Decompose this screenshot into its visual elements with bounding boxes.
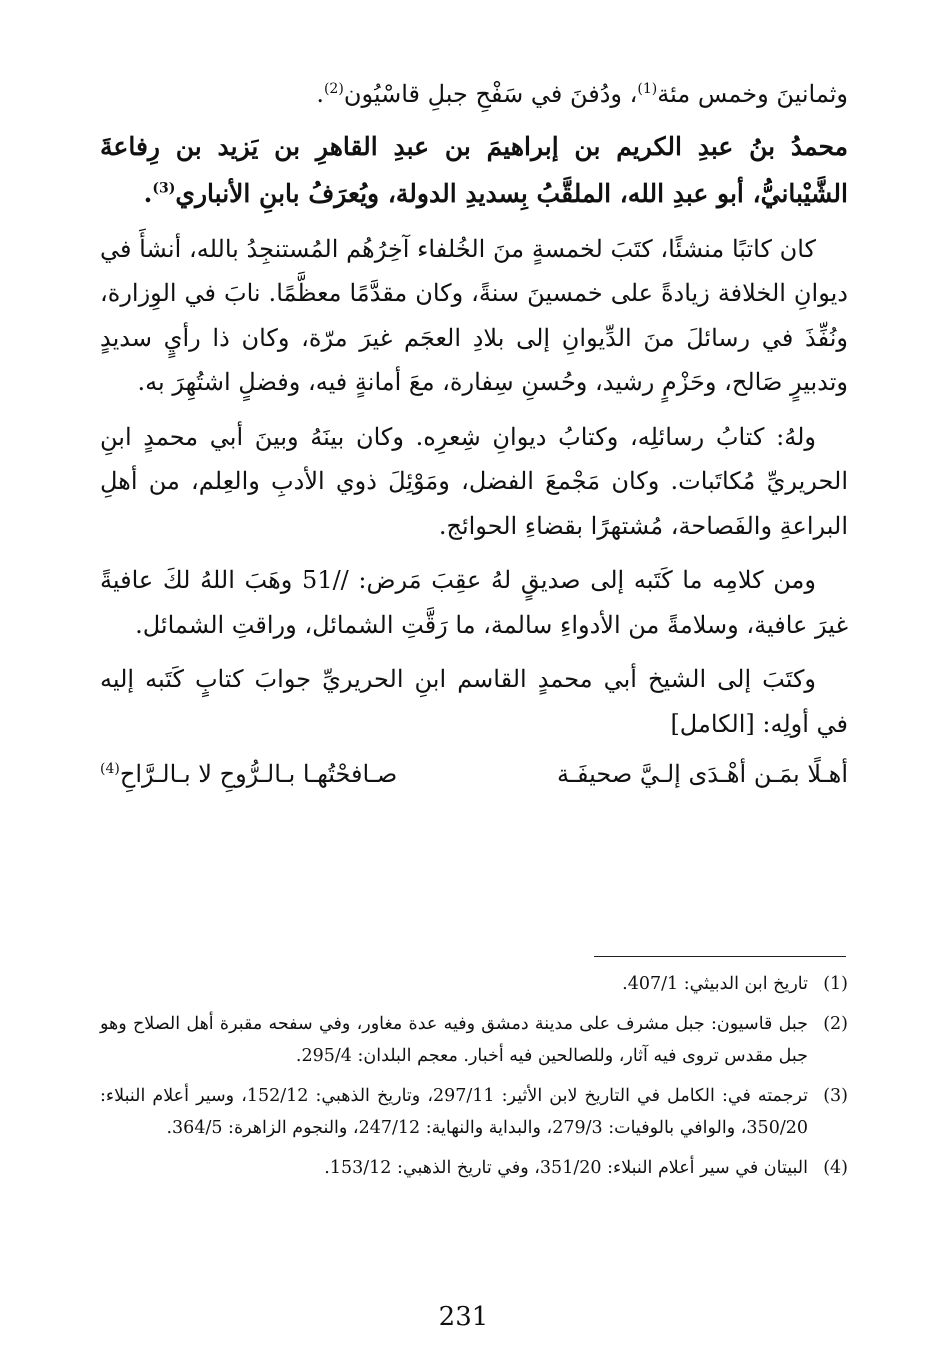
footnote-ref: (2) (323, 81, 344, 97)
footnote-number: (2) (823, 1014, 848, 1034)
heading-text: محمدُ بنُ عبدِ الكريم بن إبراهيمَ بن عبدِ القاهرِ بن يَزيد بن رِفاعةَ الشَّيْبانيُّ، أبو عبدِ الله، الملقَّبُ بِسديدِ الدولة، ويُعرَفُ بابنِ الأنباري (100, 131, 848, 208)
paragraph-3: ومن كلامِه ما كَتَبه إلى صديقٍ لهُ عقِبَ مَرض: //51 وهَبَ اللهُ لكَ عافيةً غيرَ عافية، وسلامةً من الأدواءِ سالمة، ما رَقَّتِ الشمائل، وراقتِ الشمائل. (100, 566, 848, 639)
footnote-divider (594, 956, 846, 957)
entry-heading (100, 123, 848, 217)
verse-first-hemistich: أهـلًا بمَـن أهْـدَى إلـيَّ صحيفَـة (557, 760, 848, 788)
footnote (100, 1080, 848, 1144)
page-number: 231 (438, 1302, 489, 1332)
text-run: . (143, 178, 153, 208)
footnote (100, 968, 848, 1000)
footnote (100, 1152, 848, 1184)
text-run: . (316, 80, 324, 108)
footnote-text: جبل قاسيون: جبل مشرف على مدينة دمشق وفيه عدة مغاور، وفي سفحه مقبرة أهل الصلاح وهو جبل مقدس تروى فيه آثار، وللصالحين فيه أخبار. معجم البلدان: 295/4. (100, 1014, 808, 1066)
text-run: ، ودُفنَ في سَفْحِ جبلِ قاسْيُون (343, 80, 638, 108)
footnote-number: (1) (823, 974, 848, 994)
verse-line (100, 752, 848, 797)
footnote-text: البيتان في سير أعلام النبلاء: 351/20، وفي تاريخ الذهبي: 153/12. (324, 1158, 808, 1178)
footnote-ref: (1) (637, 81, 658, 97)
paragraph-4: وكتَبَ إلى الشيخ أبي محمدٍ القاسم ابنِ الحريريِّ جوابَ كتابٍ كَتَبه إليه في أولِه: [الكامل] (100, 665, 848, 738)
previous-entry-end (100, 72, 848, 117)
paragraph-2: ولهُ: كتابُ رسائلِه، وكتابُ ديوانِ شِعرِه. وكان بينَهُ وبينَ أبي محمدٍ ابنِ الحريريِّ مُكاتَبات. وكان مَجْمعَ الفضل، ومَوْئِلَ ذوي الأدبِ والعِلم، من أهلِ البراعةِ والفَصاحة، مُشتهرًا بقضاءِ الحوائج. (100, 422, 848, 540)
footnote-ref: (4) (100, 761, 120, 777)
footnote (100, 1008, 848, 1072)
footnote-number: (4) (823, 1158, 848, 1178)
text-run: وثمانينَ وخمس مئة (657, 80, 848, 108)
footnote-text: ترجمته في: الكامل في التاريخ لابن الأثير: 297/11، وتاريخ الذهبي: 152/12، وسير أعلام النبلاء: 350/20، والوافي بالوفيات: 279/3، والبداية والنهاية: 247/12، والنجوم الزاهرة: 364/5. (100, 1086, 809, 1138)
footnotes (100, 968, 848, 1192)
verse-second-hemistich-wrap (100, 752, 397, 797)
verse-second-hemistich: صـافحْتُهـا بـالـرُّوحِ لا بـالـرَّاحِ (119, 760, 398, 788)
main-text (100, 72, 848, 797)
footnote-number: (3) (823, 1086, 848, 1106)
footnote-ref: (3) (152, 180, 176, 197)
footnote-text: تاريخ ابن الدبيثي: 407/1. (622, 974, 808, 994)
paragraph-1: كان كاتبًا منشئًا، كتَبَ لخمسةٍ منَ الخُلفاء آخِرُهُم المُستنجِدُ بالله، أنشأَ في ديوانِ الخلافة زيادةً على خمسينَ سنةً، وكان مقدَّمًا معظَّمًا. نابَ في الوِزارة، ونُفِّذَ في رسائلَ منَ الدِّيوانِ إلى بلادِ العجَم غيرَ مرّة، وكان ذا رأيٍ سديدٍ وتدبيرٍ صَالح، وحَزْمٍ رشيد، وحُسنِ سِفارة، معَ أمانةٍ فيه، وفضلٍ اشتُهِرَ به. (100, 234, 848, 396)
